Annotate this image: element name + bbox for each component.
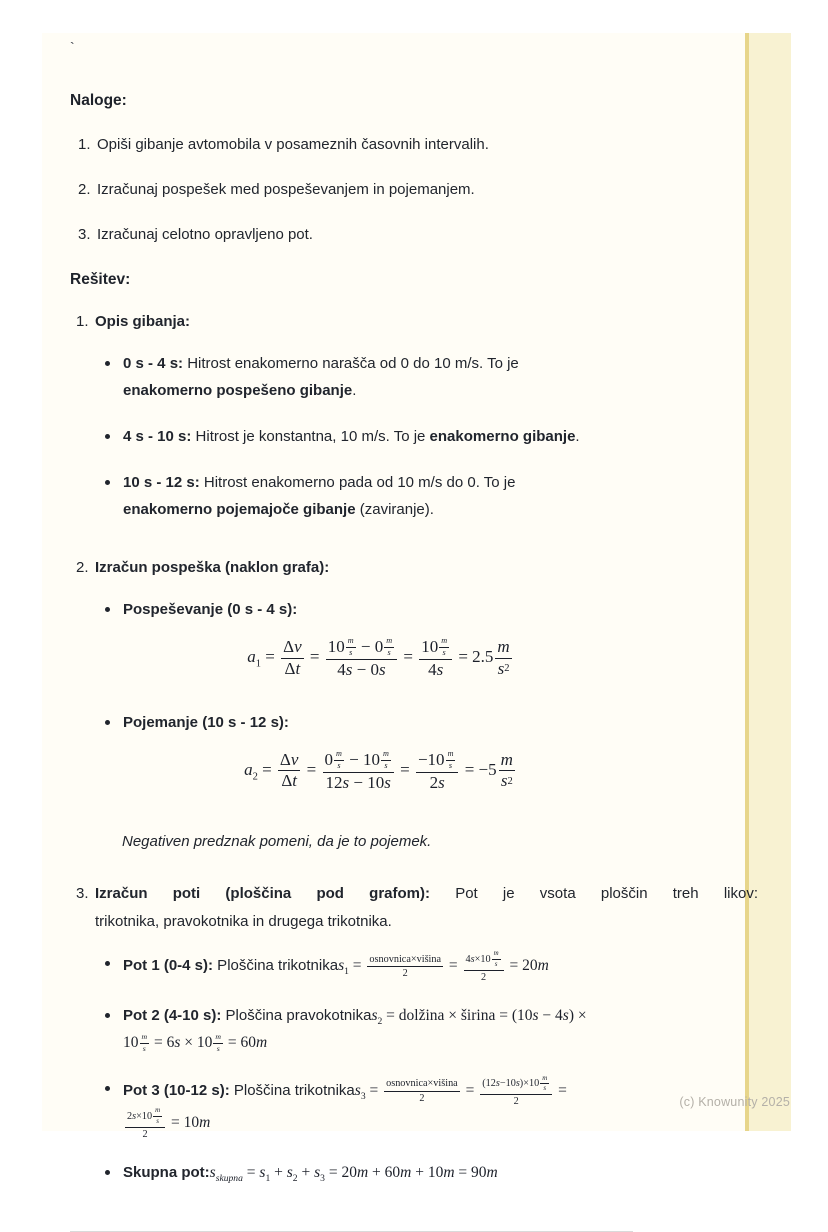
pot-lead: Ploščina pravokotnika [221, 1006, 372, 1024]
list-item [95, 350, 758, 404]
bullet-text [123, 709, 758, 803]
pot-label: Pot 1 (0-4 s): [123, 957, 214, 975]
bullet-tail: . [575, 428, 580, 445]
list-item-text: Izračunaj pospešek med pospeševanjem in pojemanjem. [97, 181, 475, 198]
list-item [95, 1075, 758, 1140]
document-content [42, 33, 791, 1232]
pot-label: Pot 3 (10-12 s): [123, 1081, 230, 1099]
time-range: 0 s - 4 s: [123, 355, 184, 372]
bullet-dot-icon [105, 434, 110, 439]
equation-a1: $a_1$ = Δ v Δ t = 10 $\frac{m}{s}$ − 0 $\frac{m}{s}$ 4 s − 0 s = 10 $\frac{m}{s}$ 4 s = 2.5 m s 2 [247, 636, 510, 679]
solution-item-pospesek [70, 558, 758, 868]
section-title [95, 884, 758, 904]
section-title-rest: Pot je vsota ploščin treh likov: [430, 885, 758, 903]
list-number: 3. [78, 226, 91, 243]
bullet-text [123, 350, 758, 404]
list-number: 3. [76, 885, 89, 903]
list-item [95, 1159, 758, 1186]
list-item-text: Izračunaj celotno opravljeno pot. [97, 226, 313, 243]
bullet-dot-icon [105, 961, 110, 966]
bullet-text [123, 950, 758, 983]
time-range: 4 s - 10 s: [123, 428, 192, 445]
stray-backtick: ` [70, 39, 75, 55]
bullet-text [123, 1002, 758, 1056]
document-page [42, 33, 791, 1184]
pot-lead: Ploščina trikotnika [213, 957, 339, 975]
bullet-body: Hitrost enakomerno pada od 10 m/s do 0. To je [199, 474, 516, 491]
equation-s1: $s_1$ = $\frac{\text{osnovnica×višina}}{2}$ = 4 s × 10 $\frac{m}{s}$ 2 = 20m [338, 949, 549, 983]
list-item [95, 709, 758, 803]
pot-label: Skupna pot: [123, 1163, 210, 1181]
resitev-heading: Rešitev: [70, 271, 131, 288]
bullet-dot-icon [105, 1013, 110, 1018]
list-item [95, 950, 758, 983]
bullet-dot-icon [105, 1086, 110, 1091]
list-item [95, 423, 758, 450]
bullet-text [123, 1159, 758, 1186]
time-range: 10 s - 12 s: [123, 474, 200, 491]
task-list [70, 135, 758, 245]
list-number: 2. [76, 559, 89, 576]
list-item-text: Opiši gibanje avtomobila v posameznih časovnih intervalih. [97, 136, 489, 153]
list-item [95, 596, 758, 690]
solution-list [70, 312, 758, 1205]
bullet-dot-icon [105, 720, 110, 725]
list-number: 2. [78, 181, 91, 198]
solution-item-pot [70, 884, 758, 1205]
list-number: 1. [76, 313, 89, 330]
bullet-text [123, 596, 758, 690]
bullet-tail: (zaviranje). [355, 501, 434, 518]
list-item [70, 225, 758, 245]
equation-skupna: $s_{skupna} = s_1 + s_2 + s_3 = 20m + 60m + 10m = 90m$ [209, 1163, 498, 1184]
list-number: 1. [78, 136, 91, 153]
equation-a2: $a_2$ = Δ v Δ t = 0 $\frac{m}{s}$ − 10 $\frac{m}{s}$ 12 s − 10 s = −10 $\frac{m}{s}$ 2 s = −5 m s 2 [244, 748, 513, 792]
list-item [95, 1002, 758, 1056]
bold-phrase: enakomerno pospešeno gibanje [123, 382, 353, 399]
bullet-text [123, 469, 758, 523]
equation-s3: $s_3$ = $\frac{\text{osnovnica×višina}}{2}$ = (12 s −10 s )×10 $\frac{m}{s}$ 2 = 2 s ×10 $\frac{m}{s}$ 2 = 10m [127, 1073, 571, 1140]
bullet-body: Hitrost je konstantna, 10 m/s. To je [191, 428, 430, 445]
section-title-bold: Izračun poti (ploščina pod grafom): [95, 885, 430, 903]
list-item [70, 135, 758, 155]
bullet-text [123, 1075, 758, 1140]
bullet-dot-icon [105, 480, 110, 485]
copyright-footer: (c) Knowunity 2025 [679, 1095, 790, 1109]
section-title-line2: trikotnika, pravokotnika in drugega trikotnika. [95, 913, 392, 931]
equation-s2: $s_2$ = dolžina × širina = (10s − 4s) × 10 $\frac{m}{s}$ = 6s × 10 $\frac{m}{s}$ = 60m [123, 1006, 591, 1053]
bold-phrase: enakomerno pojemajoče gibanje [123, 501, 356, 518]
section-title: Izračun pospeška (naklon grafa): [95, 559, 330, 576]
list-item [70, 180, 758, 200]
solution-item-opis [70, 312, 758, 542]
bullet-dot-icon [105, 361, 110, 366]
italic-note: Negativen predznak pomeni, da je to pojemek. [122, 833, 432, 851]
naloge-heading: Naloge: [70, 92, 127, 109]
subsection-title: Pojemanje (10 s - 12 s): [123, 713, 289, 731]
bullet-dot-icon [105, 607, 110, 612]
pot-lead: Ploščina trikotnika [229, 1081, 355, 1099]
list-item [95, 469, 758, 523]
section-title: Opis gibanja: [95, 313, 191, 330]
bold-phrase: enakomerno gibanje [429, 428, 576, 445]
bullet-tail: . [352, 382, 357, 399]
bullet-body: Hitrost enakomerno narašča od 0 do 10 m/s. To je [183, 355, 519, 372]
subsection-title: Pospeševanje (0 s - 4 s): [123, 601, 298, 618]
bullet-text [123, 423, 758, 450]
pot-label: Pot 2 (4-10 s): [123, 1006, 222, 1024]
